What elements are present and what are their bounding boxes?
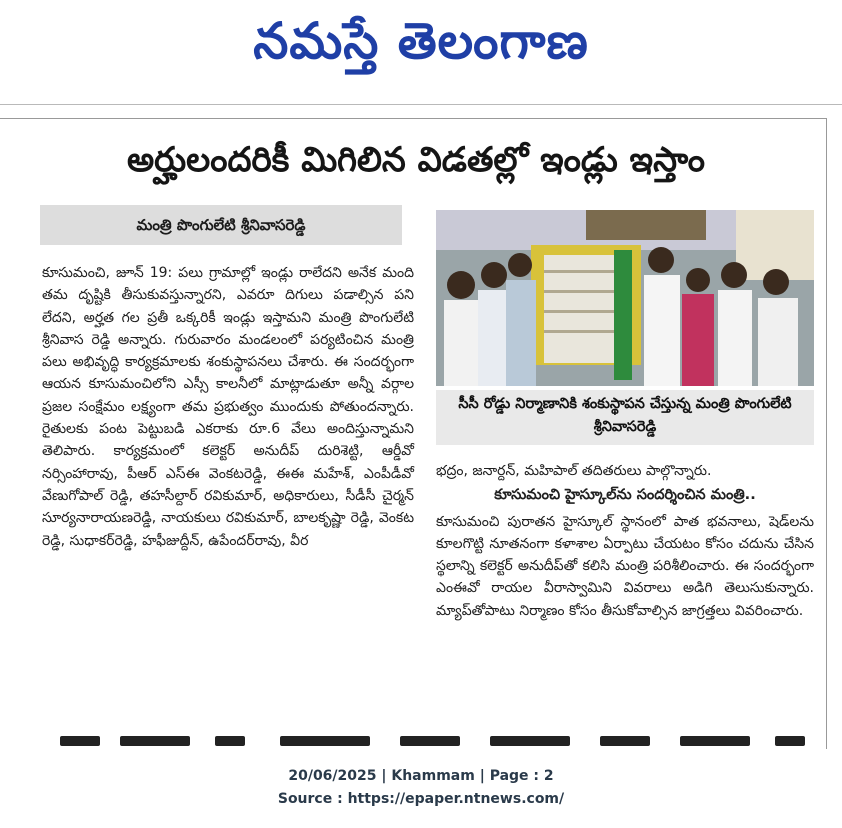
masthead-rule bbox=[0, 104, 842, 105]
page-footer bbox=[0, 765, 842, 811]
footer-source-line: Source : https://epaper.ntnews.com/ bbox=[277, 791, 565, 807]
article-right-column bbox=[436, 460, 814, 622]
masthead bbox=[0, 0, 842, 108]
article-subheading: కూసుమంచి హైస్కూల్‌ను సందర్శించిన మంత్రి.. bbox=[494, 487, 756, 504]
photo-caption: సీసీ రోడ్డు నిర్మాణానికి శంకుస్థాపన చేస్తున్న మంత్రి పొంగులేటి శ్రీనివాసరెడ్డి bbox=[436, 390, 814, 445]
footer-date-line: 20/06/2025 | Khammam | Page : 2 bbox=[288, 768, 554, 784]
article-left-body: కూసుమంచి, జూన్ 19: పలు గ్రామాల్లో ఇండ్లు రాలేదని అనేక మంది తమ దృష్టికి తీసుకువస్తున్నారని, ఎవరూ దిగులు పడాల్సిన పని లేదని, అర్హత గల ప్రతీ ఒక్కరికీ ఇండ్లు ఇస్తామని మంత్రి పొంగులేటి శ్రీనివాస రెడ్డి అన్నారు. గురువారం మండలంలో పర్యటించిన మంత్రి పలు అభివృద్ధి కార్యక్రమాలకు శంకుస్థాపనలు చేశారు. ఈ సందర్భంగా ఆయన కూసుమంచిలోని ఎస్సీ కాలనీలో మాట్లాడుతూ అన్నీ వర్గాల ప్రజల సంక్షేమం లక్ష్యంగా తమ ప్రభుత్వం ముందుకు పోతుందన్నారు. రైతులకు పంట పెట్టుబడి ఎకరాకు రూ.6 వేలు అందిస్తున్నామని తెలిపారు. కార్యక్రమంలో కలెక్టర్ అనుదీప్ దురిశెట్టి, ఆర్డీవో నర్సింహారావు, పీఆర్ ఎస్ఈ వెంకటరెడ్డి, ఈఈ మహేశ్, ఎంపీడీవో వేణుగోపాల్ రెడ్డి, తహసీల్దార్ రవికుమార్, అధికారులు, సీడీసీ చైర్మన్ సూర్యనారాయణరెడ్డి, నాయకులు రవికుమార్, బాలకృష్ణా రెడ్డి, వెంకట రెడ్డి, సుధాకర్‌రెడ్డి, హఫీజుద్దీన్, ఉపేందర్‌రావు, వీర bbox=[42, 265, 414, 549]
article-headline: అర్హులందరికీ మిగిలిన విడతల్లో ఇండ్లు ఇస్తాం bbox=[126, 140, 706, 180]
article-photo bbox=[436, 210, 814, 386]
cropped-next-headline bbox=[40, 736, 810, 746]
newspaper-logo: నమస్తే తెలంగాణ bbox=[253, 12, 589, 70]
article-right-intro: భద్రం, జనార్దన్, మహిపాల్ తదితరులు పాల్గొన్నారు. bbox=[436, 463, 712, 479]
article-byline: మంత్రి పొంగులేటి శ్రీనివాసరెడ్డి bbox=[40, 205, 402, 245]
photo-illustration bbox=[436, 210, 814, 386]
article-left-column bbox=[42, 262, 414, 552]
article-right-body: కూసుమంచి పురాతన హైస్కూల్ స్థానంలో పాత భవనాలు, షెడ్‌లను కూలగొట్టి నూతనంగా కళాశాల ఏర్పాటు చేయటం కోసం చదును చేసిన స్థలాన్ని కలెక్టర్ అనుదీప్‌తో కలిసి మంత్రి పరిశీలించారు. ఈ సందర్భంగా ఎంఈవో రాయల వీరాస్వామిని వివరాలు అడిగి తెలుసుకున్నారు. మ్యాప్‌తోపాటు నిర్మాణం కోసం తీసుకోవాల్సిన జాగ్రత్తలు వివరించారు. bbox=[436, 513, 814, 619]
